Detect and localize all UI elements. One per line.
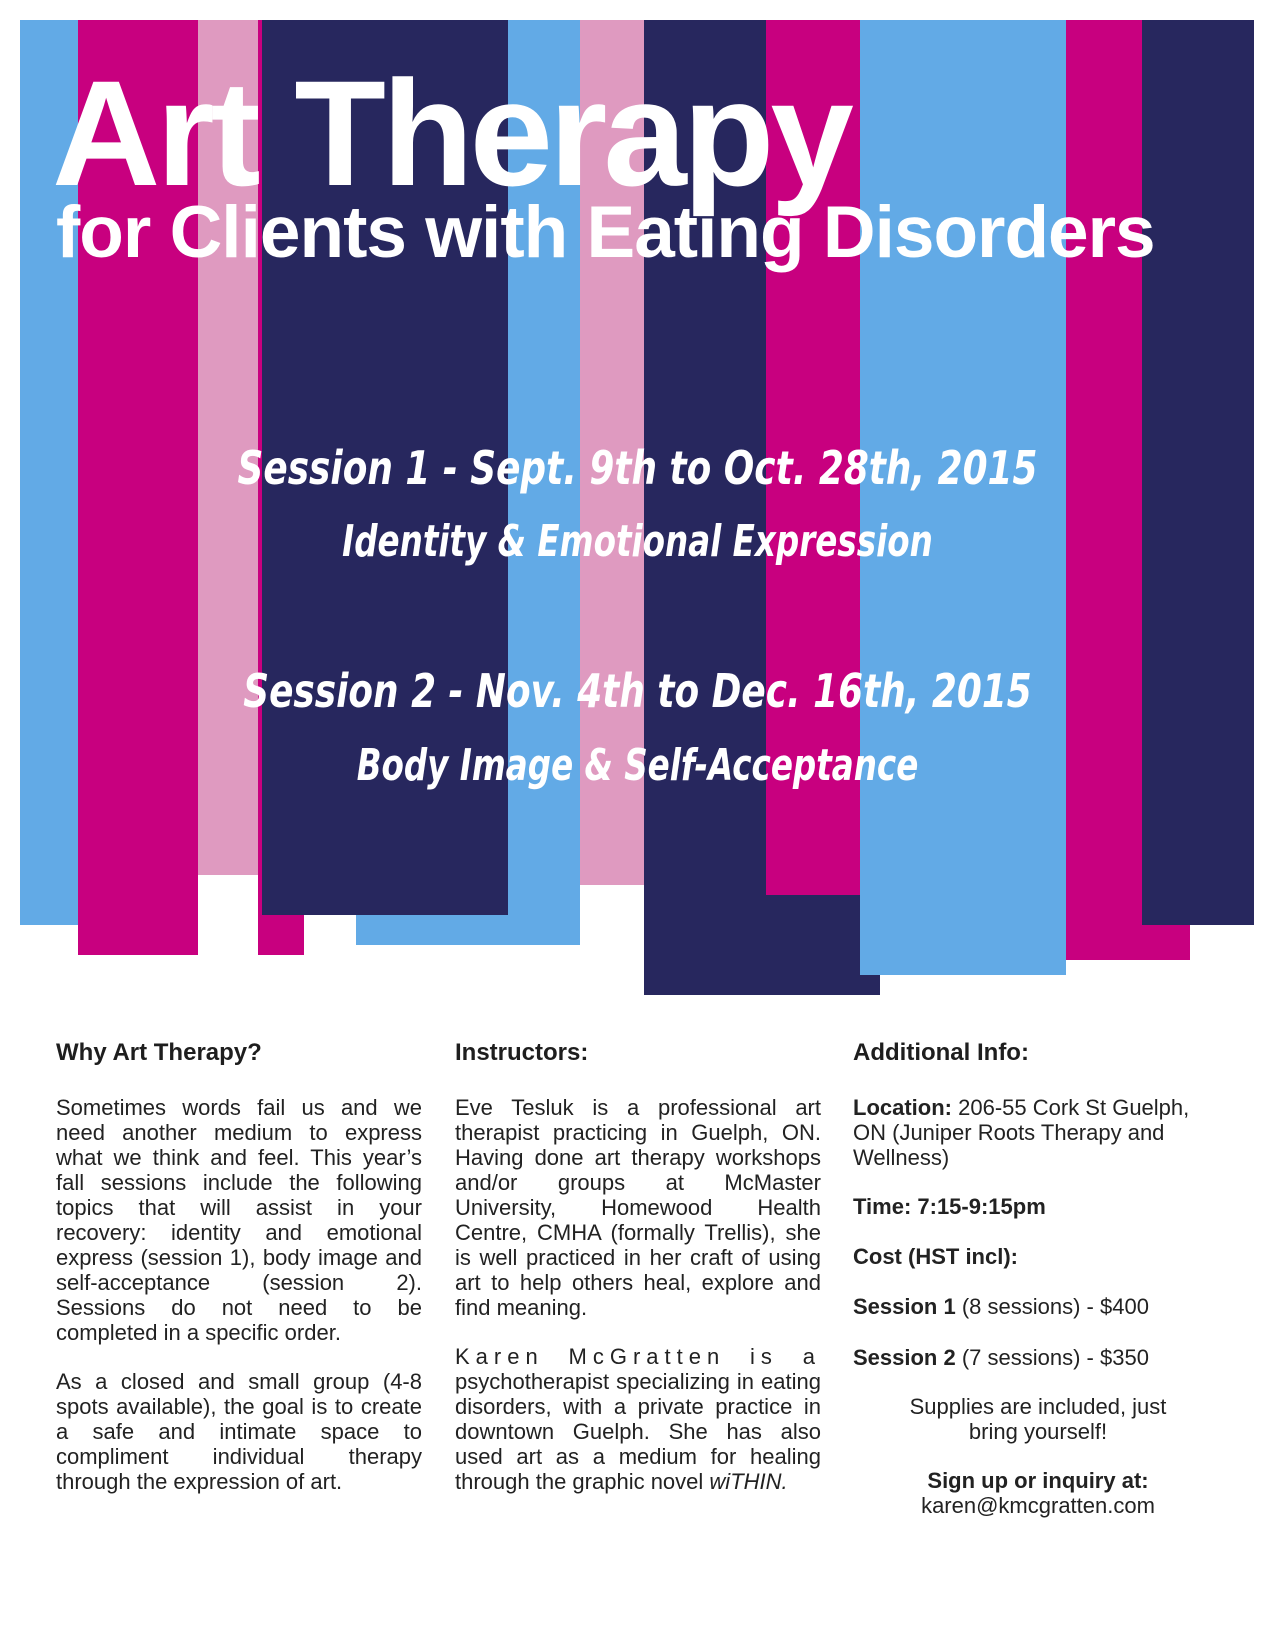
why-paragraph-2: As a closed and small group (4-8 spots available), the goal is to create a safe and intimate space to compliment individual therapy through the expression of art.	[56, 1369, 422, 1494]
page-title: Art Therapy	[52, 49, 850, 217]
info-supplies: Supplies are included, just bring yourself!	[909, 1394, 1167, 1444]
stripe-navy-5	[1142, 20, 1254, 925]
session-1-dates: Session 1 - Sept. 9th to Oct. 28th, 2015	[237, 441, 1038, 495]
instructors-column	[455, 1040, 821, 1518]
why-heading: Why Art Therapy?	[56, 1039, 262, 1066]
signup-label: Sign up or inquiry at:	[927, 1468, 1149, 1493]
page-subtitle: for Clients with Eating Disorders	[56, 192, 1155, 273]
instructor-karen-bio	[455, 1344, 821, 1494]
cost-label: Cost (HST incl):	[853, 1244, 1018, 1269]
info-heading: Additional Info:	[853, 1039, 1029, 1066]
info-time	[853, 1194, 1223, 1219]
signup-email: karen@kmcgratten.com	[921, 1493, 1155, 1518]
info-session-1-price	[853, 1294, 1223, 1319]
info-session-2-price	[853, 1345, 1223, 1370]
info-location	[853, 1095, 1223, 1170]
instructor-eve-bio: Eve Tesluk is a professional art therapist practicing in Guelph, ON. Having done art therapy workshops and/or groups at McMaster University, Homewood Health Centre, CMHA (formally Trellis), she is well practiced in her craft of using art to help others heal, explore and find meaning.	[455, 1095, 821, 1320]
info-signup	[853, 1468, 1223, 1518]
instructor-karen-name: Karen McGratten is a	[455, 1344, 821, 1369]
why-art-therapy-column	[56, 1040, 422, 1518]
stripe-light-blue-3	[860, 20, 1066, 975]
session-1-label: Session 1	[853, 1294, 956, 1319]
session-2-dates: Session 2 - Nov. 4th to Dec. 16th, 2015	[243, 664, 1032, 718]
session-1-price: (8 sessions) - $400	[961, 1294, 1149, 1319]
location-label: Location:	[853, 1095, 952, 1120]
time-label: Time: 7:15-9:15pm	[853, 1194, 1046, 1219]
why-paragraph-1: Sometimes words fail us and we need another medium to express what we think and feel. This year’s fall sessions include the following topics that will assist in your recovery: identity and emotional express (session 1), body image and self-acceptance (session 2). Sessions do not need to be completed in a specific order.	[56, 1095, 422, 1345]
session-2-theme: Body Image & Self-Acceptance	[356, 740, 919, 791]
session-2-label: Session 2	[853, 1345, 956, 1370]
instructor-karen-text: psychotherapist specializing in eating disorders, with a private practice in downtown Guelph. She has also used art as a medium for healing through the graphic novel	[455, 1369, 821, 1494]
additional-info-column	[853, 1040, 1223, 1518]
location-value: 206-55 Cork St Guelph, ON (Juniper Roots Therapy and Wellness)	[853, 1095, 1190, 1170]
instructors-heading: Instructors:	[455, 1039, 589, 1066]
info-cost	[853, 1244, 1223, 1269]
session-2-price: (7 sessions) - $350	[961, 1345, 1149, 1370]
book-title: wiTHIN.	[709, 1469, 788, 1494]
session-1-theme: Identity & Emotional Expression	[342, 516, 933, 567]
